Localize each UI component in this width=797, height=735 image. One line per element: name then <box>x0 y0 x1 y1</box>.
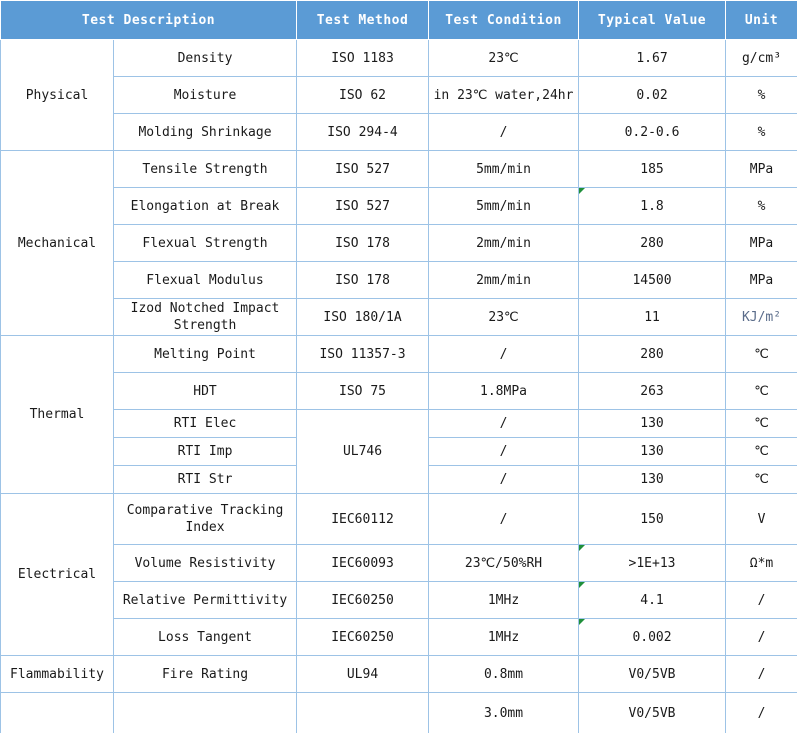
table-row <box>1 582 797 619</box>
table-row <box>1 225 797 262</box>
header-row <box>1 1 797 40</box>
header-test-method: Test Method <box>297 1 429 40</box>
header-test-description: Test Description <box>1 1 297 40</box>
row-method: ISO 527 <box>297 151 429 188</box>
row-value: 263 <box>579 373 726 410</box>
row-value: 280 <box>579 336 726 373</box>
row-description: Melting Point <box>114 336 297 373</box>
table-row <box>1 114 797 151</box>
category-physical: Physical <box>1 40 114 151</box>
table-row <box>1 410 797 438</box>
row-condition: 1MHz <box>429 619 579 656</box>
row-description: Elongation at Break <box>114 188 297 225</box>
row-value: 0.002 <box>579 619 726 656</box>
row-condition: / <box>429 438 579 466</box>
row-condition: 5mm/min <box>429 151 579 188</box>
row-value: 1.67 <box>579 40 726 77</box>
row-description: Density <box>114 40 297 77</box>
row-condition: 23℃ <box>429 40 579 77</box>
row-value: 11 <box>579 299 726 336</box>
row-method: ISO 62 <box>297 77 429 114</box>
row-condition: 3.0mm <box>429 693 579 734</box>
row-condition: 2mm/min <box>429 262 579 299</box>
row-condition: 1MHz <box>429 582 579 619</box>
row-condition: 0.8mm <box>429 656 579 693</box>
row-method: ISO 178 <box>297 225 429 262</box>
row-method: ISO 527 <box>297 188 429 225</box>
row-description: RTI Imp <box>114 438 297 466</box>
row-unit: % <box>726 188 797 225</box>
row-value: 0.2-0.6 <box>579 114 726 151</box>
row-value: 150 <box>579 494 726 545</box>
category-empty <box>1 693 114 734</box>
row-description: Molding Shrinkage <box>114 114 297 151</box>
category-thermal: Thermal <box>1 336 114 494</box>
row-value: 280 <box>579 225 726 262</box>
row-value: 130 <box>579 466 726 494</box>
row-method: IEC60250 <box>297 619 429 656</box>
row-unit: % <box>726 114 797 151</box>
row-description: Comparative Tracking Index <box>114 494 297 545</box>
table-row <box>1 619 797 656</box>
row-method: ISO 1183 <box>297 40 429 77</box>
row-method: ISO 178 <box>297 262 429 299</box>
row-description <box>114 693 297 734</box>
row-unit: ℃ <box>726 336 797 373</box>
table-row <box>1 262 797 299</box>
row-method: UL94 <box>297 656 429 693</box>
row-method <box>297 693 429 734</box>
row-unit: V <box>726 494 797 545</box>
row-value: 130 <box>579 438 726 466</box>
row-method: UL746 <box>297 410 429 494</box>
table-row <box>1 373 797 410</box>
row-description: RTI Elec <box>114 410 297 438</box>
row-description: Flexual Modulus <box>114 262 297 299</box>
category-electrical: Electrical <box>1 494 114 656</box>
row-description: Moisture <box>114 77 297 114</box>
row-unit: ℃ <box>726 410 797 438</box>
row-condition: 2mm/min <box>429 225 579 262</box>
row-value: V0/5VB <box>579 656 726 693</box>
row-description: HDT <box>114 373 297 410</box>
row-unit: / <box>726 582 797 619</box>
row-unit: / <box>726 619 797 656</box>
row-unit: ℃ <box>726 466 797 494</box>
table-row <box>1 188 797 225</box>
row-value: 4.1 <box>579 582 726 619</box>
row-value: >1E+13 <box>579 545 726 582</box>
row-method: IEC60250 <box>297 582 429 619</box>
table-row <box>1 545 797 582</box>
row-method: ISO 11357-3 <box>297 336 429 373</box>
row-unit: Ω*m <box>726 545 797 582</box>
row-unit: ℃ <box>726 373 797 410</box>
table-row <box>1 151 797 188</box>
row-condition: / <box>429 410 579 438</box>
row-condition: 23℃/50%RH <box>429 545 579 582</box>
header-typical-value: Typical Value <box>579 1 726 40</box>
row-condition: 23℃ <box>429 299 579 336</box>
row-description: Relative Permittivity <box>114 582 297 619</box>
row-method: ISO 75 <box>297 373 429 410</box>
row-description: Volume Resistivity <box>114 545 297 582</box>
row-method: ISO 180/1A <box>297 299 429 336</box>
category-flammability: Flammability <box>1 656 114 693</box>
table-row <box>1 656 797 693</box>
row-condition: in 23℃ water,24hr <box>429 77 579 114</box>
table-row <box>1 336 797 373</box>
header-unit: Unit <box>726 1 797 40</box>
row-unit: ℃ <box>726 438 797 466</box>
category-mechanical: Mechanical <box>1 151 114 336</box>
row-value: V0/5VB <box>579 693 726 734</box>
table-row <box>1 77 797 114</box>
table-row <box>1 693 797 734</box>
row-description: Izod Notched Impact Strength <box>114 299 297 336</box>
row-unit: MPa <box>726 151 797 188</box>
row-description: Fire Rating <box>114 656 297 693</box>
row-description: Tensile Strength <box>114 151 297 188</box>
row-unit: / <box>726 656 797 693</box>
row-method: IEC60112 <box>297 494 429 545</box>
row-method: IEC60093 <box>297 545 429 582</box>
row-description: Loss Tangent <box>114 619 297 656</box>
row-unit: g/cm³ <box>726 40 797 77</box>
table-row <box>1 494 797 545</box>
row-unit: / <box>726 693 797 734</box>
row-unit: MPa <box>726 225 797 262</box>
row-value: 130 <box>579 410 726 438</box>
row-condition: / <box>429 494 579 545</box>
row-condition: 1.8MPa <box>429 373 579 410</box>
row-value: 14500 <box>579 262 726 299</box>
row-condition: / <box>429 114 579 151</box>
row-condition: / <box>429 336 579 373</box>
row-method: ISO 294-4 <box>297 114 429 151</box>
row-value: 1.8 <box>579 188 726 225</box>
table-row <box>1 299 797 336</box>
row-unit: MPa <box>726 262 797 299</box>
row-value: 0.02 <box>579 77 726 114</box>
row-value: 185 <box>579 151 726 188</box>
row-description: RTI Str <box>114 466 297 494</box>
row-condition: 5mm/min <box>429 188 579 225</box>
row-description: Flexual Strength <box>114 225 297 262</box>
row-condition: / <box>429 466 579 494</box>
row-unit: KJ/m² <box>726 299 797 336</box>
header-test-condition: Test Condition <box>429 1 579 40</box>
row-unit: % <box>726 77 797 114</box>
table-row <box>1 40 797 77</box>
